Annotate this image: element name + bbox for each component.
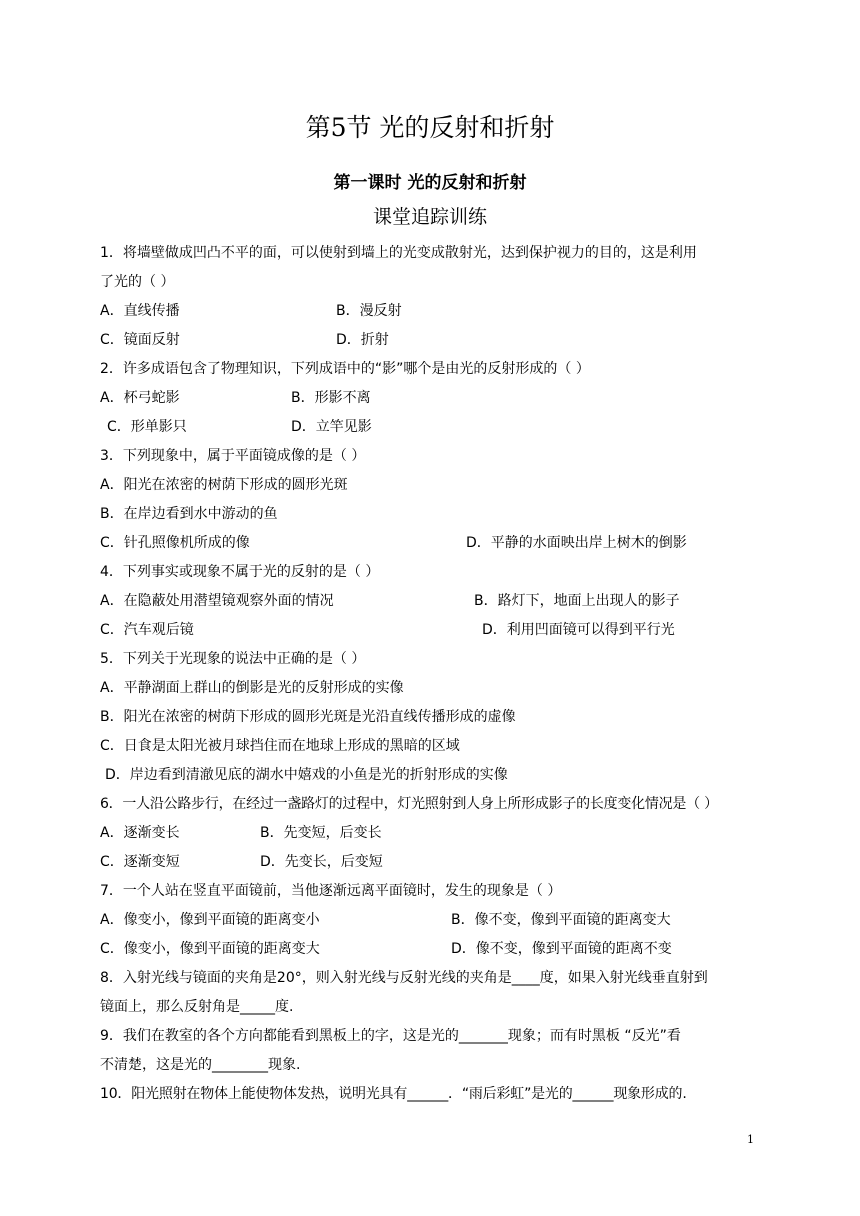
q3-option-a: A．阳光在浓密的树荫下形成的圆形光斑 — [100, 477, 348, 493]
q1-stem-line1: 1．将墙壁做成凹凸不平的面，可以使射到墙上的光变成散射光，达到保护视力的目的，这是利用 — [100, 245, 697, 261]
q8-line1: 8．入射光线与镜面的夹角是20°，则入射光线与反射光线的夹角是____度，如果入射光线垂直射到 — [100, 970, 708, 986]
q10-line1: 10．阳光照射在物体上能使物体发热，说明光具有______．“雨后彩虹”是光的______现象形成的. — [100, 1086, 687, 1102]
q7-option-d: D．像不变，像到平面镜的距离不变 — [451, 941, 672, 957]
q4-option-b: B．路灯下，地面上出现人的影子 — [474, 593, 680, 609]
q7-option-a: A．像变小，像到平面镜的距离变小 — [100, 912, 320, 928]
q7-option-c: C．像变小，像到平面镜的距离变大 — [100, 941, 320, 957]
lesson-subtitle: 第一课时 光的反射和折射 — [333, 173, 527, 193]
page-number: 1 — [747, 1133, 754, 1146]
q7-stem: 7．一个人站在竖直平面镜前，当他逐渐远离平面镜时，发生的现象是（ ） — [100, 883, 562, 899]
q4-option-d: D．利用凹面镜可以得到平行光 — [482, 622, 675, 638]
page-title: 第5节 光的反射和折射 — [305, 113, 555, 142]
q4-option-c: C．汽车观后镜 — [100, 622, 194, 638]
q8-line2: 镜面上，那么反射角是_____度. — [100, 999, 294, 1015]
q9-line1: 9．我们在教室的各个方向都能看到黑板上的字，这是光的_______现象；而有时黑板 “反光”看 — [100, 1028, 681, 1044]
q2-option-b: B．形影不离 — [291, 390, 371, 406]
q4-option-a: A．在隐蔽处用潜望镜观察外面的情况 — [100, 593, 334, 609]
q5-option-d: D．岸边看到清澈见底的湖水中嬉戏的小鱼是光的折射形成的实像 — [105, 767, 508, 783]
q1-option-d: D．折射 — [336, 332, 389, 348]
section-heading: 课堂追踪训练 — [372, 206, 487, 228]
q6-option-c: C．逐渐变短 — [100, 854, 180, 870]
q6-option-d: D．先变长，后变短 — [260, 854, 383, 870]
q1-option-b: B．漫反射 — [336, 303, 402, 319]
q2-option-c: C．形单影只 — [107, 419, 187, 435]
q5-option-c: C．日食是太阳光被月球挡住而在地球上形成的黑暗的区域 — [100, 738, 460, 754]
q6-stem: 6．一人沿公路步行，在经过一盏路灯的过程中，灯光照射到人身上所形成影子的长度变化情况是（ ） — [100, 796, 718, 812]
q3-option-d: D．平静的水面映出岸上树木的倒影 — [466, 535, 687, 551]
q3-stem: 3．下列现象中，属于平面镜成像的是（ ） — [100, 448, 366, 464]
q7-option-b: B．像不变，像到平面镜的距离变大 — [451, 912, 671, 928]
q2-option-a: A．杯弓蛇影 — [100, 390, 180, 406]
q3-option-b: B．在岸边看到水中游动的鱼 — [100, 506, 278, 522]
q6-option-a: A．逐渐变长 — [100, 825, 180, 841]
q1-option-c: C．镜面反射 — [100, 332, 180, 348]
q4-stem: 4．下列事实或现象不属于光的反射的是（ ） — [100, 564, 380, 580]
q6-option-b: B．先变短，后变长 — [260, 825, 382, 841]
q9-line2: 不清楚，这是光的________现象. — [100, 1057, 301, 1073]
q5-option-b: B．阳光在浓密的树荫下形成的圆形光斑是光沿直线传播形成的虚像 — [100, 709, 516, 725]
q2-stem: 2．许多成语包含了物理知识，下列成语中的“影”哪个是由光的反射形成的（ ） — [100, 361, 590, 377]
q1-option-a: A．直线传播 — [100, 303, 180, 319]
q2-option-d: D．立竿见影 — [291, 419, 372, 435]
q3-option-c: C．针孔照像机所成的像 — [100, 535, 250, 551]
q5-stem: 5．下列关于光现象的说法中正确的是（ ） — [100, 651, 366, 667]
q5-option-a: A．平静湖面上群山的倒影是光的反射形成的实像 — [100, 680, 404, 696]
q1-stem-line2: 了光的（ ） — [100, 274, 175, 290]
